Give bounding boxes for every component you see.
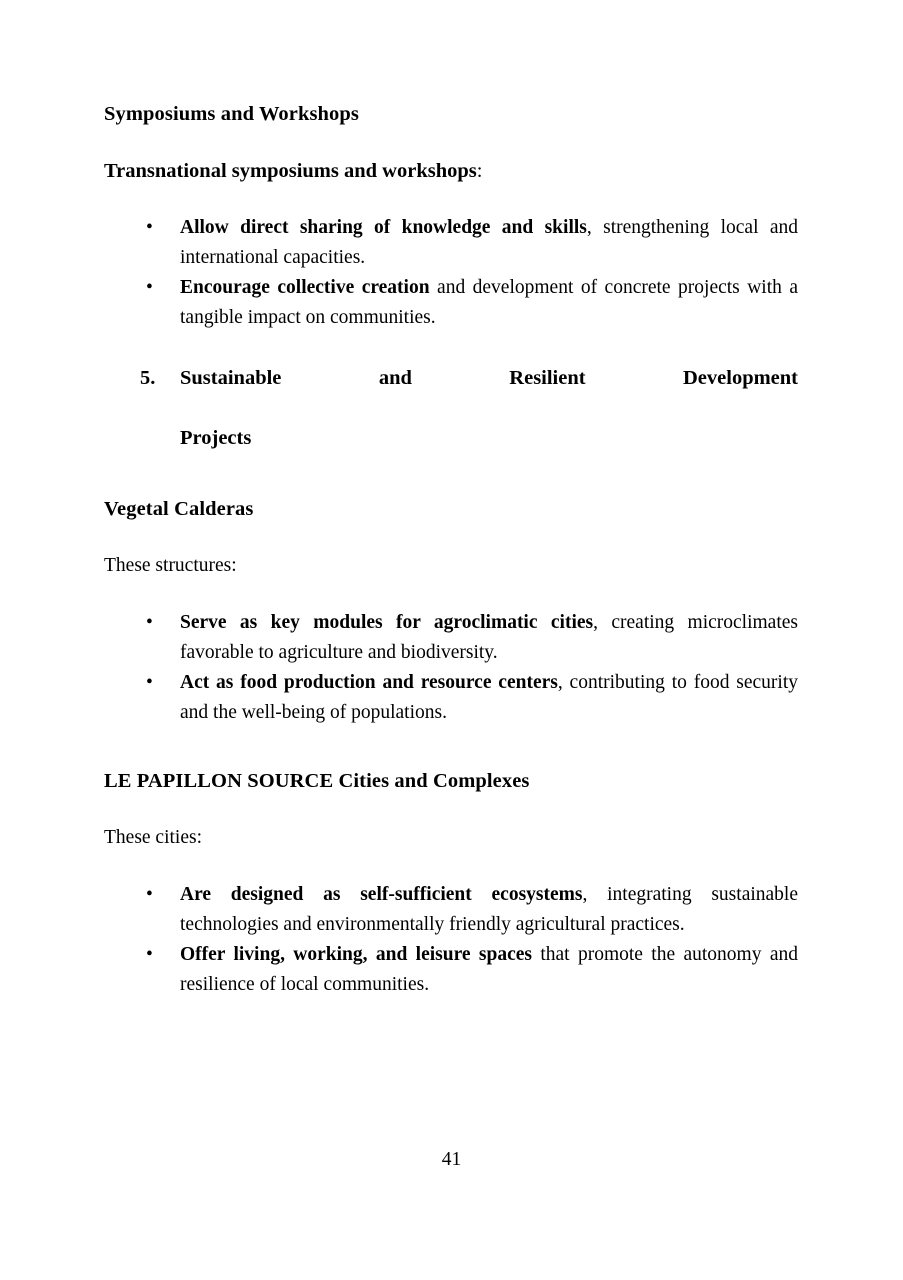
bullet-icon: • (146, 217, 153, 238)
list-item-rest: , creating microclimates favorable to agriculture and biodiversity. (180, 612, 798, 663)
list-item-lead: Act as food production and resource centers (180, 672, 558, 693)
list-item-lead: Allow direct sharing of knowledge and skills (180, 217, 587, 238)
subheading-transnational-bold: Transnational symposiums and workshops (104, 160, 477, 182)
list-item-rest: that promote the autonomy and resilience of local communities. (180, 944, 798, 995)
bullet-icon: • (146, 944, 153, 965)
subheading-transnational-colon: : (476, 160, 483, 182)
bullet-list-papillon-source (104, 880, 798, 1000)
list-item (104, 668, 798, 728)
list-item (104, 213, 798, 273)
intro-text-papillon-source: These cities: (104, 827, 203, 848)
numbered-list-marker: 5. (140, 367, 156, 389)
bullet-list-symposiums (104, 213, 798, 333)
numbered-list-development-projects (104, 363, 798, 453)
list-item-rest: , strengthening local and international capacities. (180, 217, 798, 268)
intro-text-vegetal-calderas: These structures: (104, 555, 237, 576)
bullet-icon: • (146, 277, 153, 298)
bullet-icon: • (146, 612, 153, 633)
list-item-lead: Are designed as self-sufficient ecosystems (180, 884, 583, 905)
list-item-rest: , contributing to food security and the well-being of populations. (180, 672, 798, 723)
subheading-transnational (104, 158, 798, 184)
list-item-lead: Serve as key modules for agroclimatic cities (180, 612, 594, 633)
list-item-lead: Encourage collective creation (180, 277, 430, 298)
section-heading-symposiums: Symposiums and Workshops (104, 103, 359, 125)
bullet-icon: • (146, 884, 153, 905)
page-number: 41 (441, 1149, 462, 1170)
list-item (104, 608, 798, 668)
numbered-list-item-line-1: Sustainable and Resilient Development (180, 367, 798, 389)
spacer (104, 754, 798, 768)
list-item-lead: Offer living, working, and leisure spaces (180, 944, 532, 965)
spacer (104, 482, 798, 496)
bullet-icon: • (146, 672, 153, 693)
numbered-list-item-line-2: Projects (180, 427, 252, 449)
page-content (104, 101, 798, 1026)
list-item (104, 880, 798, 940)
list-item-rest: and development of concrete projects with a tangible impact on communities. (180, 277, 798, 328)
list-item (104, 940, 798, 1000)
section-heading-vegetal-calderas: Vegetal Calderas (104, 498, 254, 520)
list-item (104, 273, 798, 333)
list-item-rest: , integrating sustainable technologies and environmentally friendly agricultural practices. (180, 884, 798, 935)
section-heading-papillon-source: LE PAPILLON SOURCE Cities and Complexes (104, 770, 530, 792)
numbered-list-item (104, 363, 798, 453)
bullet-list-vegetal-calderas (104, 608, 798, 728)
